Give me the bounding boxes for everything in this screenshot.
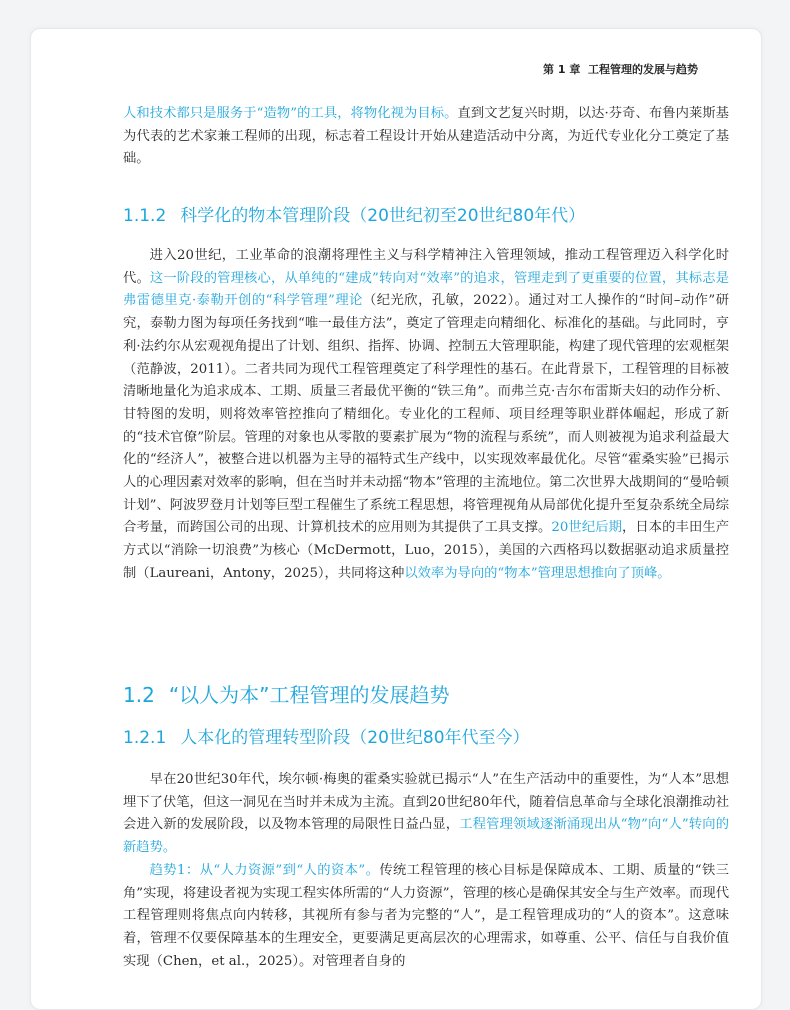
section-title: “以人为本”工程管理的发展趋势 [168,683,450,707]
paragraph-text: 早在20世纪30年代，埃尔顿·梅奥的霍桑实验就已揭示“人”在生产活动中的重要性，为“人本”思想埋下了伏笔，但这一洞见在当时并未成为主流。直到20世纪80年代，随着信息革命与全球化浪潮推动社会进入新的发展阶段，以及物本管理的局限性日益凸显， [123,772,729,833]
highlight-text: 人和技术都只是服务于“造物”的工具，将物化视为目标。 [123,106,458,121]
section-number: 1.2.1 [123,728,167,748]
highlight-text: 以效率为导向的“物本”管理思想推向了顶峰。 [404,565,671,581]
trend-1-heading: 趋势1：从“人力资源”到“人的资本”。 [149,862,380,878]
highlight-text: 这一阶段的管理核心，从单纯的“建成”转向对“效率”的追求，管理走到了更重要的位置，其标志是弗雷德里克·泰勒开创的“科学管理”理论 [123,270,729,309]
running-header [543,61,698,77]
section-heading-1-2-1 [123,723,530,748]
section-heading-1-2 [123,679,450,708]
section-title: 人本化的管理转型阶段（20世纪80年代至今） [180,728,530,748]
intro-paragraph [123,103,729,171]
section-1-1-2-paragraph [123,245,729,586]
section-number: 1.1.2 [123,206,167,226]
page-sheet [30,28,762,1010]
section-heading-1-1-2 [123,201,585,226]
section-title: 科学化的物本管理阶段（20世纪初至20世纪80年代） [180,206,586,226]
paragraph-text: 直到文艺复兴时期，以达·芬奇、布鲁内莱斯基为代表的艺术家兼工程师的出现，标志着工程设计开始从建造活动中分离，为近代专业化分工奠定了基础。 [123,106,729,167]
paragraph-text: （纪光欣，孔敏，2022）。通过对工人操作的“时间–动作”研究，泰勒力图为每项任务找到“唯一最佳方法”，奠定了管理走向精细化、标准化的基础。与此同时，亨利·法约尔从宏观视角提出了计划、组织、指挥、协调、控制五大管理职能，构建了现代管理的宏观框架（范静波，2011）。二者共同为现代工程管理奠定了科学理性的基石。在此背景下，工程管理的目标被清晰地量化为追求成本、工期、质量三者最优平衡的“铁三角”。而弗兰克·吉尔布雷斯夫妇的动作分析、甘特图的发明，则将效率管控推向了精细化。专业化的工程师、项目经理等职业群体崛起，形成了新的“技术官僚”阶层。管理的对象也从零散的要素扩展为“物的流程与系统”，而人则被视为追求利益最大化的“经济人”，被整合进以机器为主导的福特式生产线中，以实现效率最优化。尽管“霍桑实验”已揭示人的心理因素对效率的影响，但在当时并未动摇“物本”管理的主流地位。第二次世界大战期间的“曼哈顿计划”、阿波罗登月计划等巨型工程催生了系统工程思想，将管理视角从局部优化提升至复杂系统全局综合考量，而跨国公司的出现、计算机技术的应用则为其提供了工具支撑。 [123,293,729,536]
section-number: 1.2 [123,683,155,707]
section-1-2-1-body [123,769,729,973]
highlight-text: 工程管理领域逐渐涌现出从“物”向“人”转向的新趋势。 [123,817,729,856]
paragraph-text: 进入20世纪，工业革命的浪潮将理性主义与科学精神注入管理领域，推动工程管理迈入科学化时代。 [123,248,729,286]
highlight-text: 20世纪后期 [551,520,622,536]
chapter-number: 第 1 章 [543,63,581,76]
chapter-title: 工程管理的发展与趋势 [588,63,698,76]
paragraph-text: ，日本的丰田生产方式以“消除一切浪费”为核心（McDermott，Luo，2015），美国的六西格玛以数据驱动追求质量控制（Laureani，Antony，2025），共同将这种 [123,520,730,581]
paragraph-text: 传统工程管理的核心目标是保障成本、工期、质量的“铁三角”实现，将建设者视为实现工程实体所需的“人力资源”，管理的核心是确保其安全与生产效率。而现代工程管理则将焦点向内转移，其视所有参与者为完整的“人”，是工程管理成功的“人的资本”。这意味着，管理不仅要保障基本的生理安全，更要满足更高层次的心理需求，如尊重、公平、信任与自我价值实现（Chen，et al.，2025）。对管理者自身的 [123,862,729,969]
